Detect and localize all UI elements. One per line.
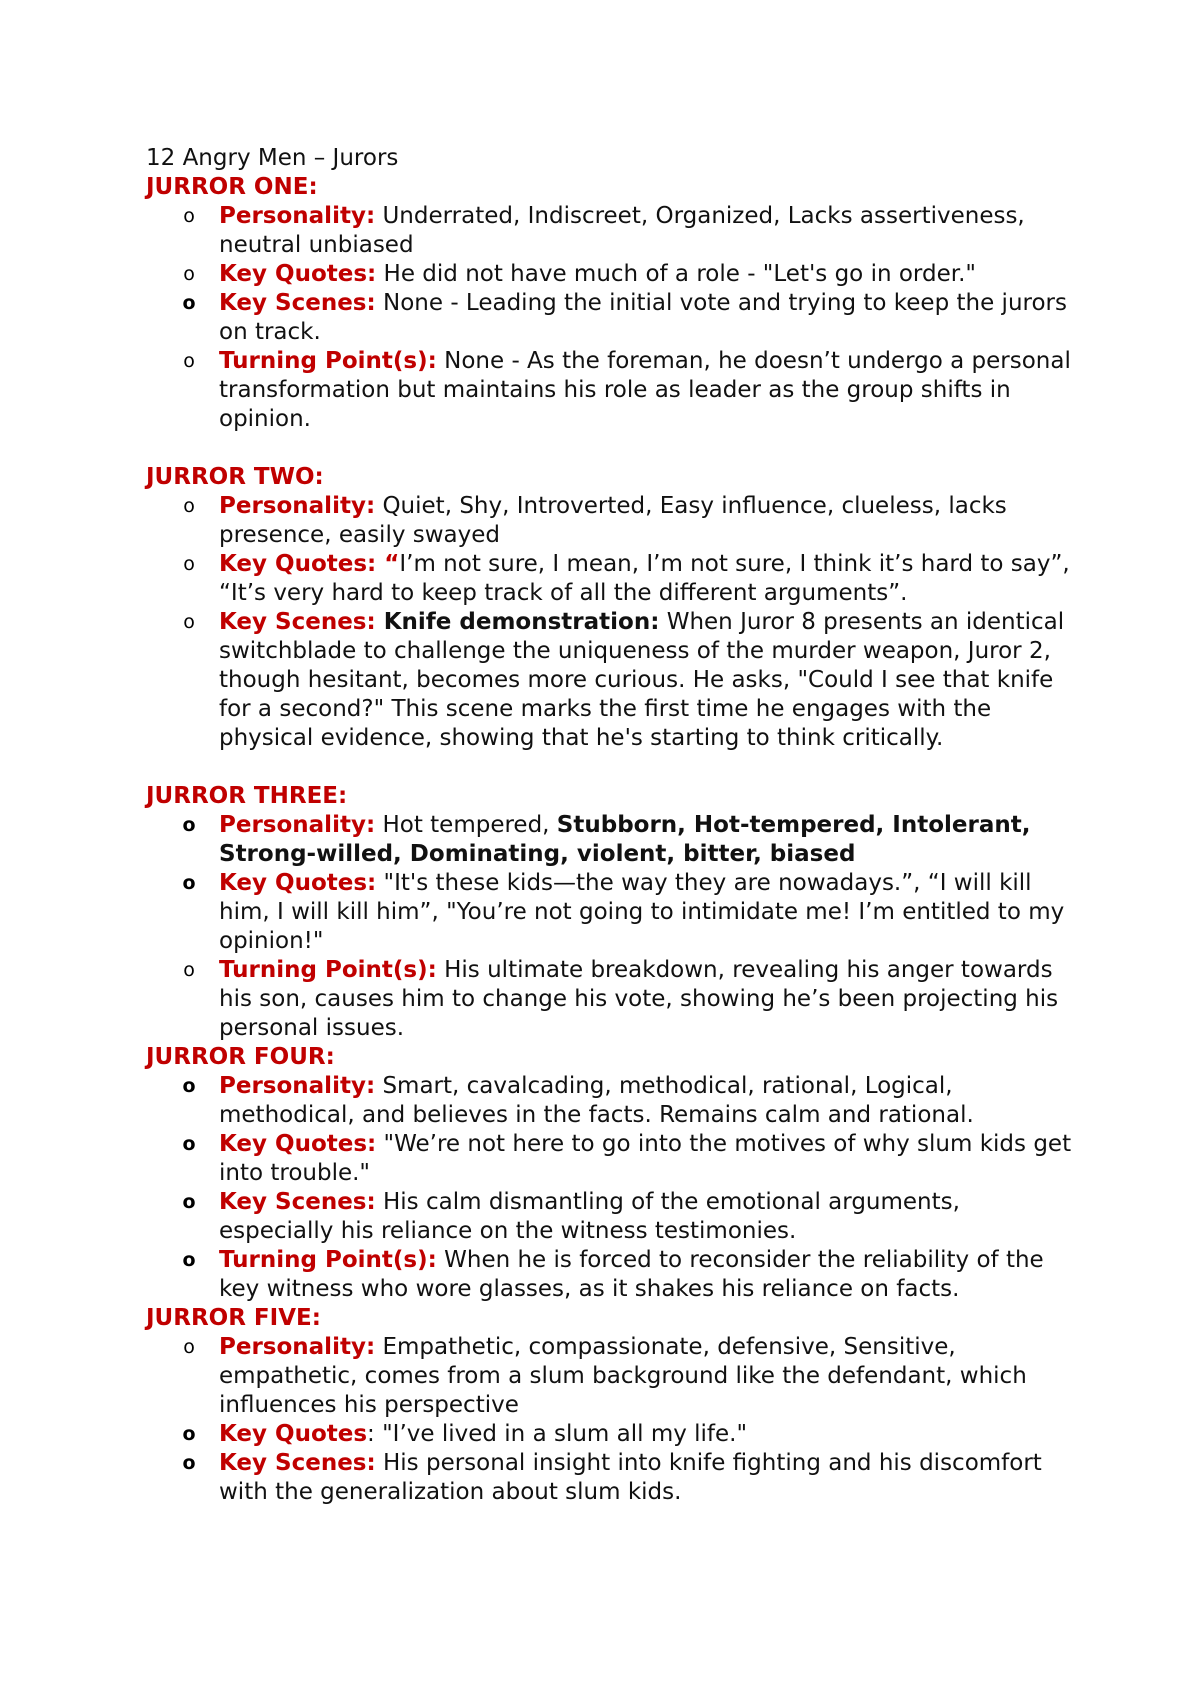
list-item bbox=[183, 492, 1076, 550]
item-text: Underrated, Indiscreet, Organized, Lacks assertiveness, neutral unbiased bbox=[219, 203, 1025, 258]
list-item bbox=[183, 202, 1076, 260]
hollow-circle-bullet-icon: o bbox=[182, 1249, 196, 1271]
item-text: When he is forced to reconsider the reliability of the key witness who wore glasses, as it shakes his reliance on facts. bbox=[219, 1247, 1044, 1302]
hollow-circle-bullet-icon: o bbox=[183, 205, 195, 227]
item-label: Turning Point(s): bbox=[219, 1247, 437, 1273]
item-text: None - Leading the initial vote and trying to keep the jurors on track. bbox=[219, 290, 1067, 345]
list-item bbox=[183, 956, 1076, 1043]
item-text: "We’re not here to go into the motives of why slum kids get into trouble." bbox=[219, 1131, 1072, 1186]
hollow-circle-bullet-icon: o bbox=[183, 553, 195, 575]
hollow-circle-bullet-icon: o bbox=[182, 1423, 196, 1445]
item-label: Key Scenes: bbox=[219, 290, 376, 316]
juror-four-section bbox=[146, 1043, 1076, 1304]
list-item bbox=[183, 1333, 1076, 1420]
item-label: Key Scenes: bbox=[219, 609, 376, 635]
juror-five-list bbox=[146, 1333, 1076, 1507]
juror-five-section bbox=[146, 1304, 1076, 1507]
hollow-circle-bullet-icon: o bbox=[183, 263, 195, 285]
item-text: Smart, cavalcading, methodical, rational, Logical, methodical, and believes in the facts. Remains calm and rational. bbox=[219, 1073, 974, 1128]
item-label: Key Quotes bbox=[219, 1421, 368, 1447]
item-label: Key Quotes: bbox=[219, 261, 377, 287]
item-text: Hot tempered, bbox=[375, 812, 557, 838]
item-text: When Juror 8 presents an identical switchblade to challenge the uniqueness of the murder weapon, Juror 2, though hesitant, becomes more curious. He asks, "Could I see that knife for a second?" This scene marks the first time he engages with the physical evidence, showing that he's starting to think critically. bbox=[219, 609, 1065, 751]
item-text: "It's these kids—the way they are nowadays.”, “I will kill him, I will kill him”, "You’re not going to intimidate me! I’m entitled to my opinion!" bbox=[219, 870, 1065, 954]
hollow-circle-bullet-icon: o bbox=[182, 1452, 196, 1474]
juror-four-list bbox=[146, 1072, 1076, 1304]
document-title: 12 Angry Men – Jurors bbox=[146, 145, 399, 171]
hollow-circle-bullet-icon: o bbox=[182, 1075, 196, 1097]
item-bold-text: Stubborn, Hot-tempered, Intolerant, Strong-willed, Dominating, violent, bitter, biased bbox=[219, 812, 1031, 867]
list-item bbox=[183, 347, 1076, 434]
list-item bbox=[183, 608, 1076, 753]
item-label: Key Quotes: bbox=[219, 1131, 377, 1157]
juror-two-section bbox=[146, 463, 1076, 753]
hollow-circle-bullet-icon: o bbox=[182, 1191, 196, 1213]
hollow-circle-bullet-icon: o bbox=[182, 872, 196, 894]
list-item bbox=[182, 1246, 1076, 1304]
juror-two-heading: JURROR TWO: bbox=[146, 464, 324, 490]
hollow-circle-bullet-icon: o bbox=[183, 1336, 195, 1358]
juror-one-section bbox=[146, 173, 1076, 434]
juror-four-heading: JURROR FOUR: bbox=[146, 1044, 335, 1070]
item-label: Personality: bbox=[219, 1073, 376, 1099]
item-text: His calm dismantling of the emotional arguments, especially his reliance on the witness testimonies. bbox=[219, 1189, 960, 1244]
list-item bbox=[182, 811, 1076, 869]
hollow-circle-bullet-icon: o bbox=[183, 495, 195, 517]
list-item bbox=[182, 869, 1076, 956]
hollow-circle-bullet-icon: o bbox=[182, 1133, 196, 1155]
juror-five-heading: JURROR FIVE: bbox=[146, 1305, 321, 1331]
item-label: Personality: bbox=[219, 1334, 376, 1360]
list-item bbox=[183, 260, 1076, 289]
item-text: I’m not sure, I mean, I’m not sure, I think it’s hard to say”, “It’s very hard to keep track of all the different arguments”. bbox=[219, 551, 1070, 606]
item-label: Turning Point(s): bbox=[219, 957, 437, 983]
item-label: Key Scenes: bbox=[219, 1189, 376, 1215]
item-label: Turning Point(s): bbox=[219, 348, 437, 374]
item-text: His ultimate breakdown, revealing his anger towards his son, causes him to change his vote, showing he’s been projecting his personal issues. bbox=[219, 957, 1059, 1041]
document-body bbox=[146, 144, 1076, 1507]
hollow-circle-bullet-icon: o bbox=[182, 292, 196, 314]
juror-three-heading: JURROR THREE: bbox=[146, 783, 348, 809]
hollow-circle-bullet-icon: o bbox=[183, 350, 195, 372]
list-item bbox=[182, 1072, 1076, 1130]
juror-one-heading: JURROR ONE: bbox=[146, 174, 318, 200]
item-label: Key Quotes: bbox=[219, 870, 377, 896]
item-label: Key Quotes: “ bbox=[219, 551, 400, 577]
juror-three-section bbox=[146, 782, 1076, 1043]
list-item bbox=[183, 550, 1076, 608]
hollow-circle-bullet-icon: o bbox=[182, 814, 196, 836]
juror-three-list bbox=[146, 811, 1076, 1043]
item-text: His personal insight into knife fighting and his discomfort with the generalization about slum kids. bbox=[219, 1450, 1042, 1505]
hollow-circle-bullet-icon: o bbox=[183, 611, 195, 633]
item-label: Key Scenes: bbox=[219, 1450, 376, 1476]
juror-two-list bbox=[146, 492, 1076, 753]
item-bold-text: Knife demonstration: bbox=[375, 609, 660, 635]
list-item bbox=[182, 1130, 1076, 1188]
juror-one-list bbox=[146, 202, 1076, 434]
list-item bbox=[182, 1449, 1076, 1507]
item-text: Quiet, Shy, Introverted, Easy influence, clueless, lacks presence, easily swayed bbox=[219, 493, 1007, 548]
list-item bbox=[182, 289, 1076, 347]
item-text: Empathetic, compassionate, defensive, Sensitive, empathetic, comes from a slum background like the defendant, which influences his perspective bbox=[219, 1334, 1027, 1418]
hollow-circle-bullet-icon: o bbox=[183, 959, 195, 981]
item-text: : "I’ve lived in a slum all my life." bbox=[367, 1421, 748, 1447]
list-item bbox=[182, 1420, 1076, 1449]
item-label: Personality: bbox=[219, 203, 376, 229]
list-item bbox=[182, 1188, 1076, 1246]
item-text: None - As the foreman, he doesn’t undergo a personal transformation but maintains his role as leader as the group shifts in opinion. bbox=[219, 348, 1071, 432]
item-label: Personality: bbox=[219, 812, 376, 838]
item-text: He did not have much of a role - "Let's go in order." bbox=[376, 261, 976, 287]
item-label: Personality: bbox=[219, 493, 376, 519]
